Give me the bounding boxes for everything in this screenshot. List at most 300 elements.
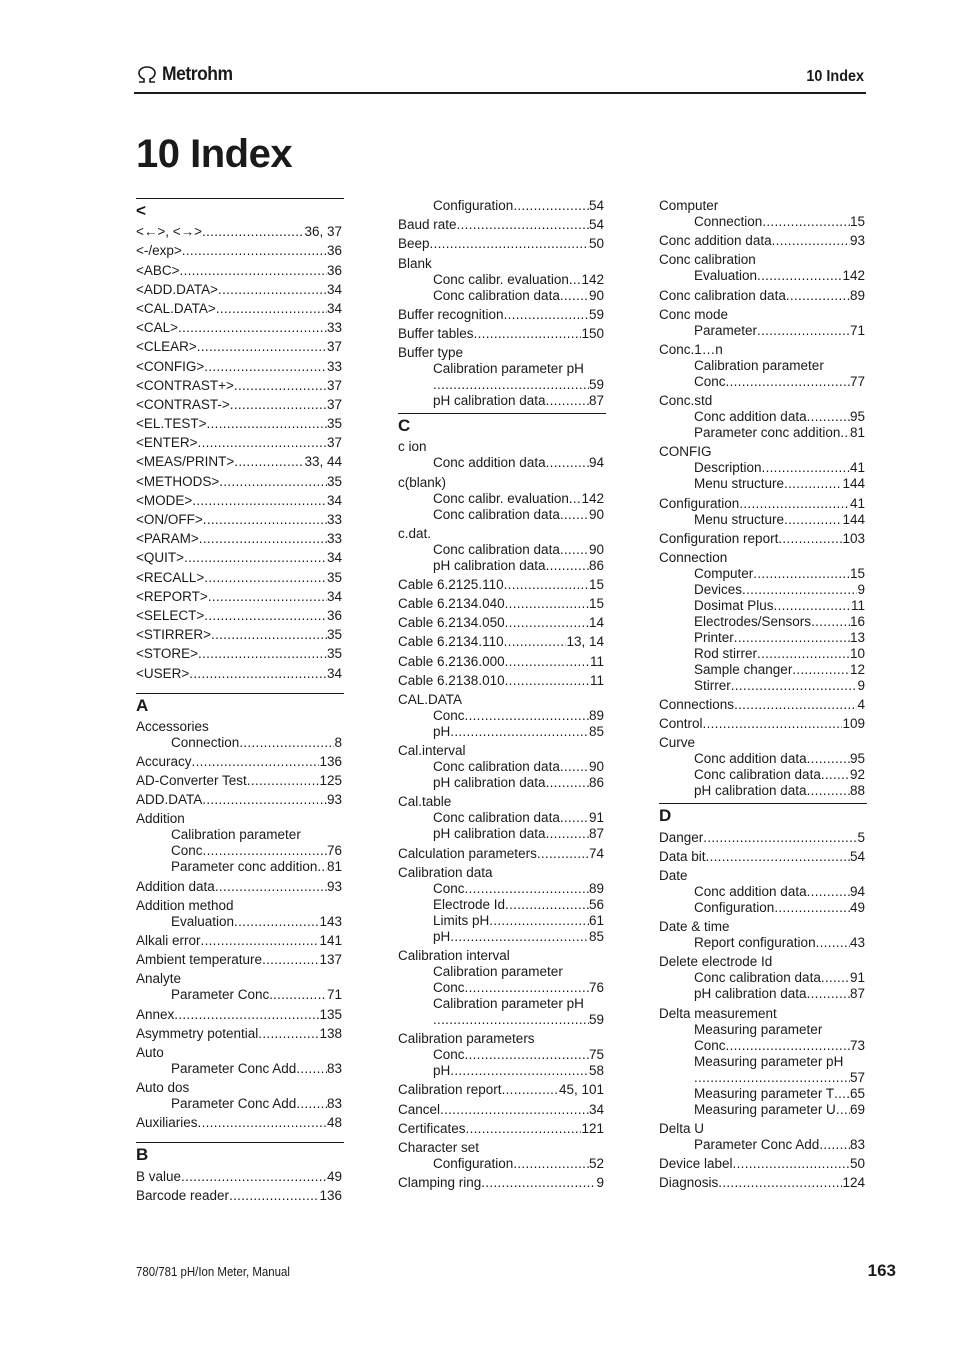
index-term: Addition data bbox=[136, 878, 215, 894]
index-entry bbox=[659, 1121, 865, 1153]
index-term: Delta measurement bbox=[659, 1005, 777, 1021]
page-reference: 54 bbox=[588, 217, 604, 233]
dot-leader bbox=[505, 654, 590, 670]
section-letter: A bbox=[136, 695, 149, 715]
index-term: Parameter Conc Add bbox=[171, 1060, 297, 1076]
dot-leader bbox=[504, 634, 567, 650]
dot-leader bbox=[772, 233, 850, 249]
dot-leader bbox=[197, 339, 327, 355]
dot-leader bbox=[207, 416, 327, 432]
index-term: pH calibration data bbox=[694, 783, 807, 799]
index-entry bbox=[398, 1140, 604, 1172]
index-term: Evaluation bbox=[171, 913, 235, 929]
index-term: Parameter Conc Add bbox=[694, 1136, 820, 1152]
index-term: Electrode Id bbox=[433, 896, 506, 912]
page-reference: 34 bbox=[588, 1101, 604, 1117]
index-term: Buffer tables bbox=[398, 325, 474, 341]
page-reference: 15 bbox=[849, 214, 865, 229]
index-entry bbox=[659, 1156, 865, 1172]
index-entry bbox=[398, 1082, 604, 1098]
index-entry bbox=[136, 1045, 342, 1077]
index-term: <CONFIG> bbox=[136, 358, 205, 374]
index-term: Addition bbox=[136, 811, 185, 827]
dot-leader bbox=[537, 846, 589, 862]
dot-leader bbox=[204, 570, 327, 586]
index-subentry bbox=[659, 986, 865, 1002]
dot-leader bbox=[513, 198, 589, 214]
page-reference: 90 bbox=[588, 541, 604, 557]
index-entry bbox=[136, 971, 342, 1003]
index-column-2 bbox=[398, 198, 604, 1191]
index-entry bbox=[136, 608, 342, 624]
index-subentry bbox=[659, 425, 865, 441]
page-reference: 85 bbox=[588, 724, 604, 739]
index-entry bbox=[136, 589, 342, 605]
page-reference: 92 bbox=[849, 767, 865, 783]
index-entry bbox=[398, 615, 604, 631]
index-entry bbox=[398, 256, 604, 304]
index-entry bbox=[136, 359, 342, 375]
index-entry bbox=[136, 792, 342, 808]
index-term: pH calibration data bbox=[433, 826, 546, 842]
index-term: Parameter Conc. bbox=[171, 987, 274, 1003]
section-letter: B bbox=[136, 1145, 149, 1165]
index-term: <STIRRER> bbox=[136, 627, 212, 643]
page-reference: 11 bbox=[589, 653, 604, 669]
index-term: <STORE> bbox=[136, 646, 199, 662]
page-reference: 33 bbox=[326, 531, 342, 547]
index-term: c(blank) bbox=[398, 474, 447, 490]
dot-leader bbox=[505, 673, 590, 689]
header-section-title: 10 Index bbox=[806, 68, 864, 85]
index-entry bbox=[659, 735, 865, 799]
index-subentry bbox=[398, 272, 604, 288]
page-reference: 77 bbox=[849, 373, 865, 389]
index-subentry bbox=[136, 735, 342, 751]
dot-leader bbox=[778, 531, 842, 547]
dot-leader bbox=[733, 1156, 850, 1172]
index-subentry bbox=[398, 929, 604, 945]
page-reference: 37 bbox=[326, 377, 342, 393]
index-term: Conc bbox=[171, 843, 203, 859]
dot-leader bbox=[513, 1156, 589, 1172]
index-term: <METHODS> bbox=[136, 473, 220, 489]
index-entry bbox=[136, 754, 342, 770]
page-reference: 13 bbox=[849, 629, 865, 645]
index-subentry bbox=[659, 1086, 865, 1102]
index-entry bbox=[136, 646, 342, 662]
index-term: pH calibration data bbox=[694, 986, 807, 1002]
dot-leader bbox=[718, 1175, 842, 1191]
dot-leader bbox=[560, 542, 589, 558]
index-subentry bbox=[659, 598, 865, 614]
index-term: Data bit bbox=[659, 848, 706, 864]
index-subentry bbox=[659, 783, 865, 799]
index-entry bbox=[398, 577, 604, 593]
page-reference: 136 bbox=[319, 753, 342, 769]
page-reference: 37 bbox=[326, 339, 342, 355]
dot-leader bbox=[198, 646, 327, 662]
continued-entries bbox=[659, 198, 865, 799]
dot-leader bbox=[182, 243, 327, 259]
index-entry bbox=[398, 865, 604, 945]
index-term: Conc calibration data bbox=[433, 810, 560, 826]
index-entry bbox=[398, 654, 604, 670]
index-subentry bbox=[398, 1012, 604, 1028]
index-entry bbox=[659, 393, 865, 441]
dot-leader bbox=[178, 320, 327, 336]
index-term: <MEAS/PRINT> bbox=[136, 454, 235, 470]
page-reference: 13, 14 bbox=[566, 634, 604, 650]
dot-leader bbox=[762, 214, 850, 230]
dot-leader bbox=[816, 935, 850, 951]
page-reference: 71 bbox=[849, 322, 865, 338]
page-reference: 59 bbox=[588, 1011, 604, 1027]
page-reference: 69 bbox=[849, 1101, 865, 1117]
index-subentry bbox=[136, 1096, 342, 1112]
index-term: Conc calibration data bbox=[694, 970, 821, 986]
dot-leader bbox=[757, 646, 850, 662]
continued-entries bbox=[398, 198, 604, 409]
index-entry bbox=[136, 898, 342, 930]
index-term: Barcode reader bbox=[136, 1187, 230, 1203]
page-reference: 34 bbox=[326, 281, 342, 297]
page-reference: 34 bbox=[326, 550, 342, 566]
dot-leader bbox=[234, 914, 319, 930]
index-entry bbox=[398, 794, 604, 842]
index-subentry bbox=[398, 897, 604, 913]
index-entry bbox=[398, 673, 604, 689]
index-term: Accessories bbox=[136, 718, 209, 734]
index-subentry bbox=[659, 214, 865, 230]
page-reference: 59 bbox=[588, 377, 604, 393]
dot-leader bbox=[807, 783, 850, 799]
index-term: Auto dos bbox=[136, 1080, 190, 1096]
page-reference: 94 bbox=[849, 884, 865, 899]
index-term: Delete electrode Id bbox=[659, 954, 773, 970]
index-term: Asymmetry potential bbox=[136, 1025, 259, 1041]
index-term: Conc addition data bbox=[433, 455, 546, 471]
index-term: Calibration parameters bbox=[398, 1031, 535, 1047]
index-entry bbox=[659, 198, 865, 230]
dot-leader bbox=[181, 1169, 327, 1185]
page-reference: 83 bbox=[849, 1136, 865, 1152]
dot-leader bbox=[840, 425, 850, 441]
page-reference: 103 bbox=[842, 530, 865, 546]
page-reference: 5 bbox=[857, 829, 865, 845]
index-subentry bbox=[398, 881, 604, 897]
dot-leader bbox=[198, 1115, 327, 1131]
page-reference: 41 bbox=[849, 460, 865, 476]
page-reference: 34 bbox=[326, 300, 342, 316]
index-term: Conc bbox=[433, 708, 465, 723]
index-term: Calibration parameter bbox=[171, 827, 301, 843]
index-term: Diagnosis bbox=[659, 1175, 719, 1191]
dot-leader bbox=[317, 859, 327, 875]
index-subentry bbox=[136, 843, 342, 859]
page-reference: 71 bbox=[326, 987, 342, 1003]
index-term: Connection bbox=[659, 549, 728, 565]
index-term: c.dat. bbox=[398, 525, 432, 541]
index-entry bbox=[398, 439, 604, 471]
page-reference: 15 bbox=[588, 596, 604, 612]
page-reference: 48 bbox=[326, 1115, 342, 1131]
index-entry bbox=[398, 236, 604, 252]
dot-leader bbox=[784, 476, 842, 492]
index-term: ADD.DATA bbox=[136, 792, 203, 808]
index-term: Clamping ring bbox=[398, 1175, 482, 1191]
page-reference: 90 bbox=[588, 759, 604, 775]
dot-leader bbox=[546, 558, 589, 574]
index-entry bbox=[398, 307, 604, 323]
index-entry bbox=[659, 868, 865, 916]
index-term: Stirrer bbox=[694, 677, 731, 693]
page-reference: 86 bbox=[588, 557, 604, 573]
index-subentry bbox=[398, 913, 604, 929]
index-term: Connection bbox=[694, 214, 763, 229]
dot-leader bbox=[465, 1047, 589, 1063]
index-term: Accuracy bbox=[136, 753, 192, 769]
index-term: pH calibration data bbox=[433, 557, 546, 573]
index-column-1 bbox=[136, 198, 342, 1204]
index-subentry bbox=[659, 460, 865, 476]
index-term: <CLEAR> bbox=[136, 339, 197, 355]
index-term: CAL.DATA bbox=[398, 692, 463, 707]
index-term: <USER> bbox=[136, 665, 190, 681]
index-term: Certificates bbox=[398, 1120, 466, 1136]
dot-leader bbox=[262, 952, 319, 968]
dot-leader bbox=[199, 531, 327, 547]
index-entry bbox=[136, 224, 342, 240]
index-term: Conc calibration data bbox=[433, 287, 560, 303]
index-term: Calibration report bbox=[398, 1082, 502, 1098]
index-term: <ABC> bbox=[136, 262, 180, 278]
index-subentry bbox=[398, 558, 604, 574]
index-term: pH calibration data bbox=[433, 775, 546, 791]
index-entry bbox=[659, 849, 865, 865]
page-reference: 36 bbox=[326, 243, 342, 259]
page-reference: 75 bbox=[588, 1047, 604, 1063]
page-reference: 8 bbox=[334, 734, 342, 750]
dot-leader bbox=[569, 491, 582, 507]
index-subentry bbox=[659, 1102, 865, 1118]
index-entry bbox=[136, 397, 342, 413]
page-reference: 124 bbox=[842, 1175, 865, 1191]
page-reference: 87 bbox=[588, 826, 604, 842]
index-subentry bbox=[398, 455, 604, 471]
index-entry bbox=[659, 550, 865, 694]
index-term: Buffer recognition bbox=[398, 306, 504, 322]
index-entry bbox=[136, 282, 342, 298]
dot-leader bbox=[192, 493, 327, 509]
dot-leader bbox=[198, 435, 327, 451]
index-term: Calculation parameters bbox=[398, 845, 537, 861]
dot-leader bbox=[465, 980, 589, 996]
index-entry bbox=[398, 217, 604, 233]
page-reference: 35 bbox=[326, 473, 342, 489]
index-entry bbox=[136, 301, 342, 317]
page-reference: 11 bbox=[850, 597, 865, 613]
index-term: <ADD.DATA> bbox=[136, 281, 219, 297]
index-term: Cable 6.2136.000 bbox=[398, 653, 505, 669]
index-term: Calibration parameter pH bbox=[433, 995, 584, 1011]
index-term: Conc calibration bbox=[659, 252, 756, 268]
page-reference: 89 bbox=[849, 287, 865, 303]
dot-leader bbox=[546, 455, 589, 471]
index-term: <RECALL> bbox=[136, 569, 205, 585]
index-entry bbox=[136, 952, 342, 968]
index-term: Cal.table bbox=[398, 794, 452, 810]
index-term: Conc mode bbox=[659, 306, 729, 322]
index-subentry bbox=[398, 361, 604, 377]
index-entry bbox=[659, 1175, 865, 1191]
page-reference: 12 bbox=[849, 661, 865, 677]
dot-leader bbox=[792, 662, 850, 678]
index-term: c ion bbox=[398, 439, 427, 455]
index-section bbox=[136, 198, 344, 682]
index-term: Measuring parameter bbox=[694, 1021, 823, 1037]
index-term: Control bbox=[659, 716, 703, 732]
index-term: Electrodes/Sensors bbox=[694, 613, 812, 629]
index-term: Conc calibration data bbox=[694, 767, 821, 783]
footer-page-number: 163 bbox=[867, 1261, 896, 1280]
dot-leader bbox=[211, 627, 327, 643]
page-reference: 144 bbox=[842, 476, 865, 492]
index-term: <CAL.DATA> bbox=[136, 300, 216, 316]
dot-leader bbox=[786, 288, 850, 304]
index-term: Conc addition data bbox=[694, 751, 807, 767]
index-term: Conc calibration data bbox=[659, 287, 786, 303]
index-term: Measuring parameter pH bbox=[694, 1053, 844, 1069]
dot-leader bbox=[505, 615, 589, 631]
index-entry bbox=[136, 320, 342, 336]
index-subentry bbox=[659, 1070, 865, 1086]
dot-leader bbox=[703, 716, 843, 732]
index-column-3 bbox=[659, 198, 865, 1191]
page-header bbox=[134, 62, 866, 94]
index-entry bbox=[398, 1031, 604, 1079]
dot-leader bbox=[774, 900, 850, 916]
dot-leader bbox=[546, 826, 589, 842]
index-subentry bbox=[659, 646, 865, 662]
index-term: <EL.TEST> bbox=[136, 416, 207, 432]
page-reference: 54 bbox=[588, 198, 604, 213]
page-reference: 37 bbox=[326, 396, 342, 412]
index-subentry bbox=[398, 198, 604, 214]
section-letter: D bbox=[659, 806, 672, 826]
index-subentry bbox=[398, 1063, 604, 1079]
dot-leader bbox=[821, 970, 850, 986]
page-reference: 125 bbox=[319, 773, 342, 789]
index-entry bbox=[398, 743, 604, 791]
page-reference: 89 bbox=[588, 880, 604, 896]
page-reference: 57 bbox=[849, 1069, 865, 1085]
index-term: <CONTRAST-> bbox=[136, 396, 230, 412]
index-term: <CONTRAST+> bbox=[136, 377, 234, 393]
page-reference: 109 bbox=[842, 716, 865, 732]
index-subentry bbox=[136, 987, 342, 1003]
page-reference: 61 bbox=[588, 912, 604, 928]
dot-leader bbox=[433, 1012, 589, 1028]
dot-leader bbox=[203, 843, 327, 859]
page-reference: 45, 101 bbox=[558, 1082, 604, 1098]
page-reference: 138 bbox=[319, 1025, 342, 1041]
dot-leader bbox=[474, 326, 582, 342]
index-section bbox=[136, 1142, 344, 1203]
dot-leader bbox=[481, 1175, 596, 1191]
index-term: Menu structure bbox=[694, 476, 785, 492]
index-subentry bbox=[659, 1137, 865, 1153]
dot-leader bbox=[742, 582, 857, 598]
dot-leader bbox=[204, 359, 327, 375]
index-subentry bbox=[659, 1022, 865, 1038]
index-entry bbox=[136, 1115, 342, 1131]
page-reference: 52 bbox=[588, 1155, 604, 1171]
index-term: AD-Converter Test bbox=[136, 773, 247, 789]
index-term: Conc calibration data bbox=[433, 541, 560, 557]
index-entry bbox=[136, 627, 342, 643]
index-term: Evaluation bbox=[694, 268, 758, 284]
index-term: Danger bbox=[659, 829, 704, 845]
dot-leader bbox=[784, 512, 842, 528]
dot-leader bbox=[753, 566, 850, 582]
section-letter: < bbox=[136, 201, 146, 220]
index-term: Auto bbox=[136, 1044, 164, 1060]
index-subentry bbox=[659, 1054, 865, 1070]
index-subentry bbox=[398, 491, 604, 507]
page-reference: 41 bbox=[849, 495, 865, 511]
index-term: Rod stirrer bbox=[694, 645, 758, 661]
index-term: Device label bbox=[659, 1155, 733, 1171]
page-reference: 33, 44 bbox=[304, 454, 342, 470]
page-reference: 9 bbox=[857, 581, 865, 597]
index-term: Date bbox=[659, 868, 688, 883]
index-subentry bbox=[398, 708, 604, 724]
index-subentry bbox=[659, 935, 865, 951]
index-term: Conc calibration data bbox=[433, 759, 560, 775]
index-term: Connection bbox=[171, 734, 240, 750]
dot-leader bbox=[762, 460, 850, 476]
dot-leader bbox=[216, 301, 327, 317]
page-reference: 88 bbox=[849, 783, 865, 799]
index-entry bbox=[398, 326, 604, 342]
page-reference: 50 bbox=[849, 1155, 865, 1171]
dot-leader bbox=[757, 268, 842, 284]
index-subentry bbox=[398, 393, 604, 409]
index-entry bbox=[659, 233, 865, 249]
index-entry bbox=[136, 454, 342, 470]
dot-leader bbox=[208, 589, 327, 605]
index-term: Conc.1…n bbox=[659, 341, 723, 357]
index-term: Computer bbox=[659, 198, 719, 213]
dot-leader bbox=[450, 1063, 589, 1079]
index-term: <MODE> bbox=[136, 492, 193, 508]
page-reference: 11 bbox=[589, 672, 604, 688]
dot-leader bbox=[504, 307, 589, 323]
dot-leader bbox=[450, 929, 589, 945]
index-term: Alkali error bbox=[136, 933, 201, 948]
index-entry bbox=[136, 1007, 342, 1023]
index-term: Parameter conc addition bbox=[171, 859, 318, 875]
index-entry bbox=[136, 474, 342, 490]
index-term: Measuring parameter U bbox=[694, 1101, 836, 1117]
index-subentry bbox=[659, 566, 865, 582]
index-entry bbox=[136, 550, 342, 566]
page-reference: 54 bbox=[849, 848, 865, 864]
page-reference: 143 bbox=[319, 913, 342, 929]
page-reference: 89 bbox=[588, 708, 604, 723]
dot-leader bbox=[560, 759, 589, 775]
